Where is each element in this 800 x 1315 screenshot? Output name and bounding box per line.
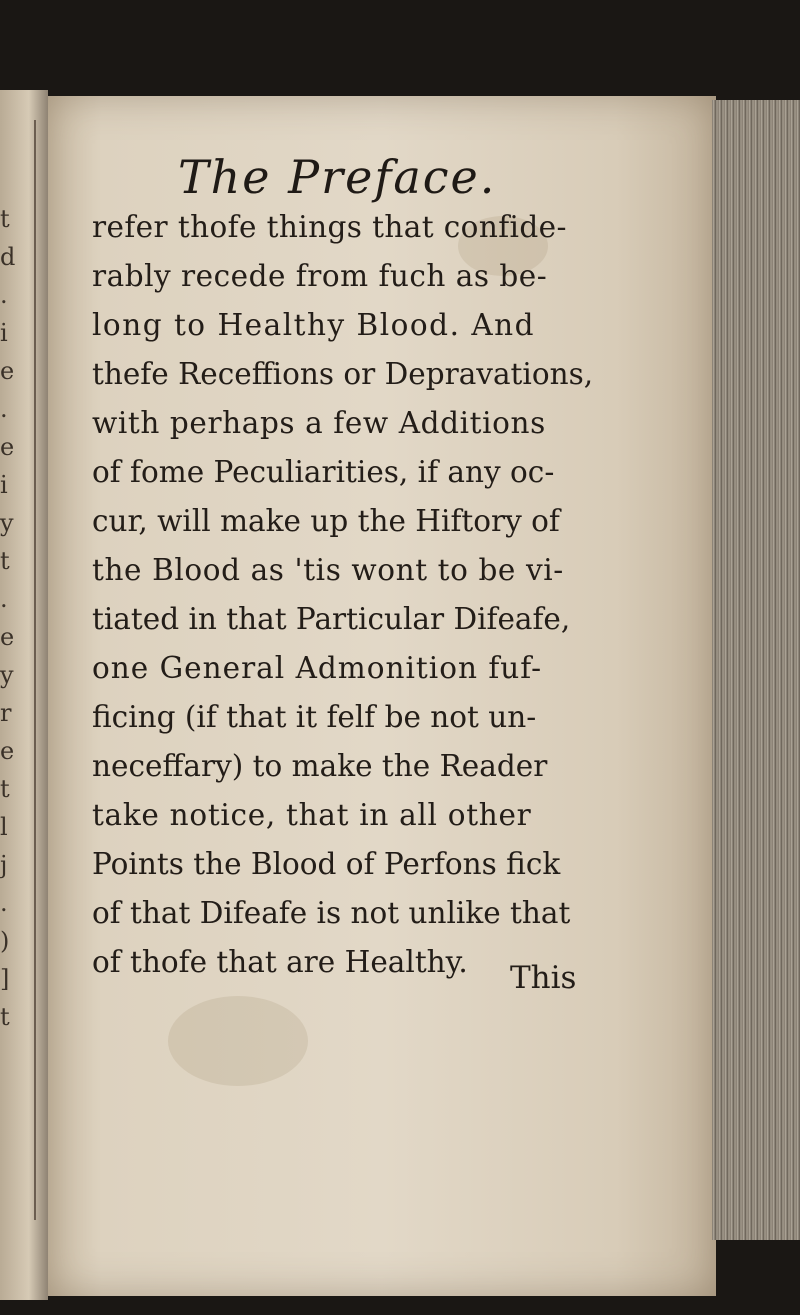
text-line: rably recede from fuch as be- — [92, 259, 548, 293]
text-line: with perhaps a few Additions — [92, 406, 546, 440]
running-head: The Preface. — [178, 150, 497, 204]
text-line: of thofe that are Healthy. — [92, 945, 468, 979]
text-line: neceffary) to make the Reader — [92, 749, 548, 783]
text-line: cur, will make up the Hiftory of — [92, 504, 560, 538]
paper-stain — [168, 996, 308, 1086]
gutter-line — [34, 120, 36, 1220]
text-line: one General Admonition fuf- — [92, 651, 543, 685]
text-line: long to Healthy Blood. And — [92, 308, 536, 342]
text-line: thefe Receffions or Depravations, — [92, 357, 594, 391]
text-line: Points the Blood of Perfons fick — [92, 847, 561, 881]
text-line: of fome Peculiarities, if any oc- — [92, 455, 555, 489]
text-line: take notice, that in all other — [92, 798, 532, 832]
text-line: ficing (if that it felf be not un- — [92, 700, 537, 734]
text-line: tiated in that Particular Difeafe, — [92, 602, 571, 636]
text-line: refer thofe things that confide- — [92, 210, 567, 244]
text-line: the Blood as 'tis wont to be vi- — [92, 553, 564, 587]
body-text — [92, 203, 652, 987]
text-line: of that Difeafe is not unlike that — [92, 896, 571, 930]
page-edges — [712, 100, 800, 1240]
left-page-margin-text: t d . i e . e i y t . e y r e t l j . ) ] t — [0, 205, 16, 1031]
catchword: This — [510, 960, 577, 996]
